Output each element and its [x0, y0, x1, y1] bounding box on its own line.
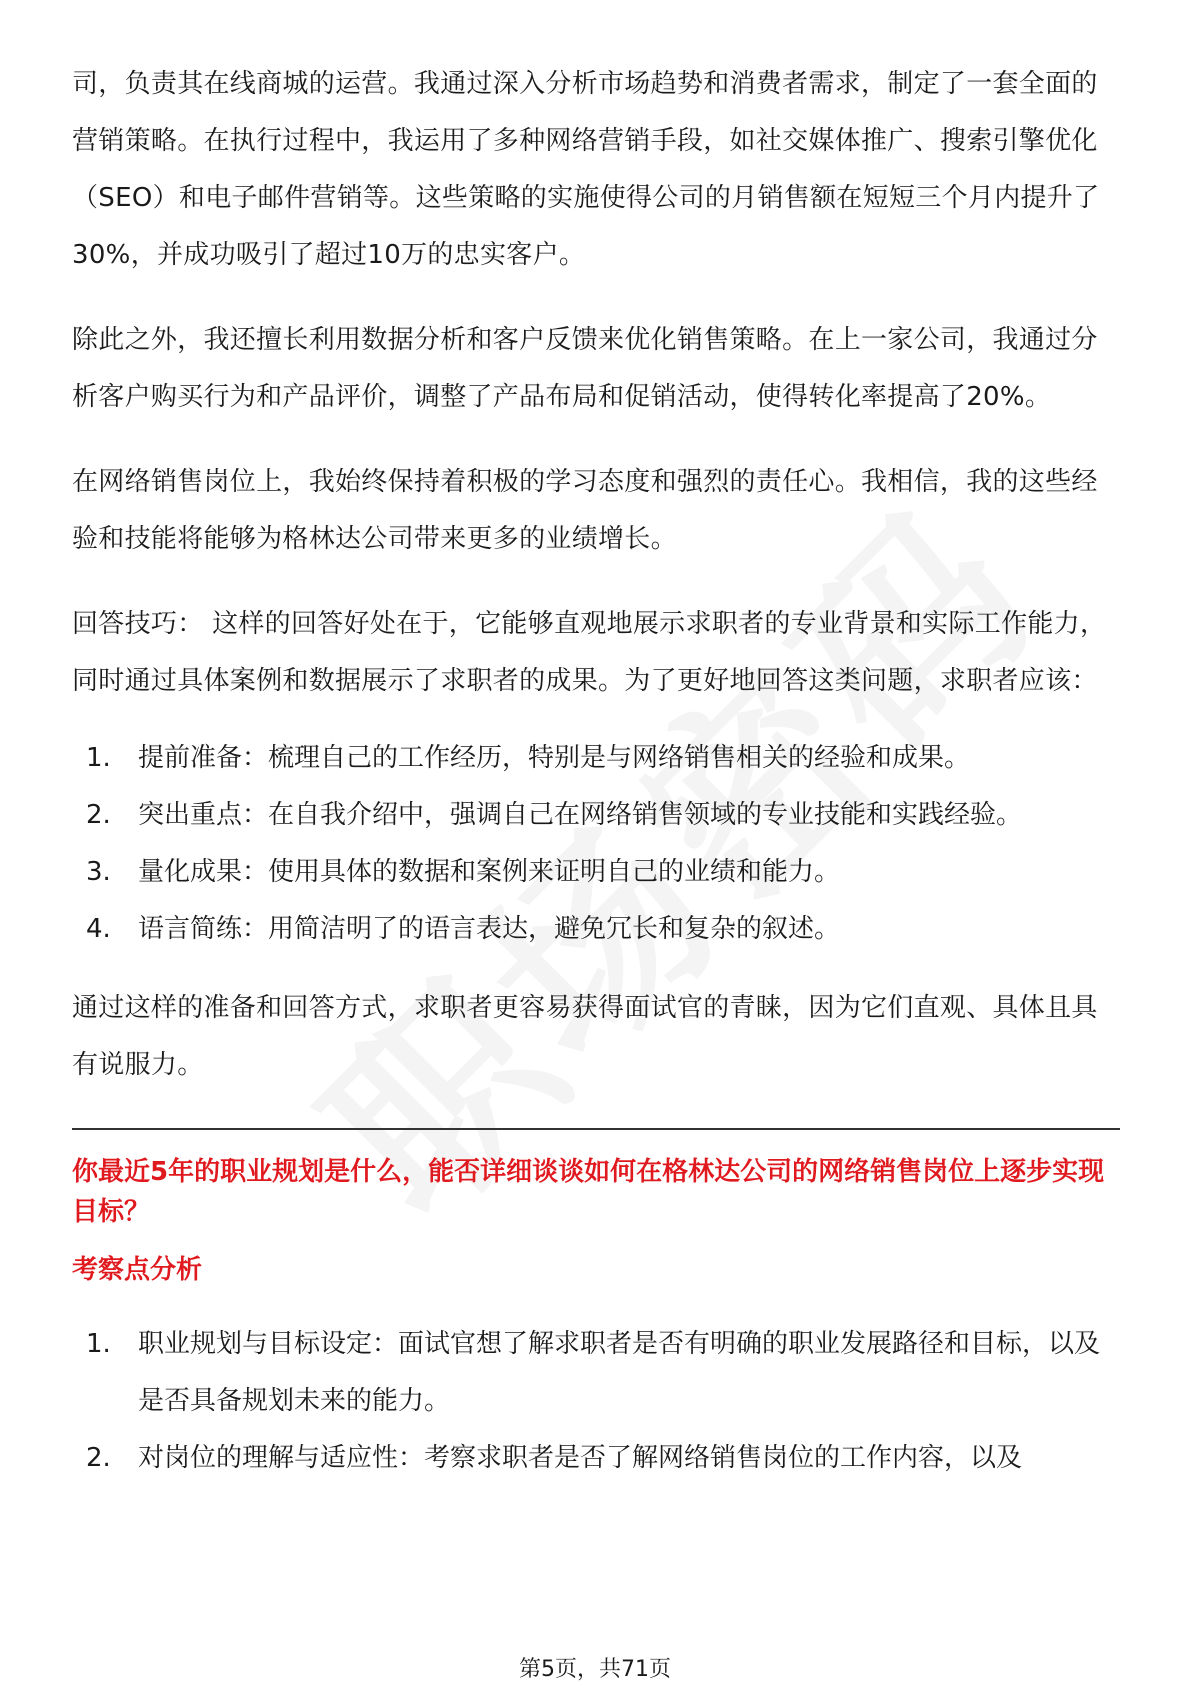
list-text: 提前准备：梳理自己的工作经历，特别是与网络销售相关的经验和成果。 [138, 743, 971, 773]
list-item [72, 730, 1120, 787]
list-number: 2. [86, 800, 111, 830]
page-footer: 第5页，共71页 [519, 1657, 671, 1682]
list-number: 2. [86, 1443, 111, 1473]
list-text: 职业规划与目标设定：面试官想了解求职者是否有明确的职业发展路径和目标，以及是否具备规划未来的能力。 [138, 1329, 1101, 1416]
list-text: 对岗位的理解与适应性：考察求职者是否了解网络销售岗位的工作内容，以及 [138, 1443, 1023, 1473]
list-text: 量化成果：使用具体的数据和案例来证明自己的业绩和能力。 [138, 857, 841, 887]
paragraph-experience: 司，负责其在线商城的运营。我通过深入分析市场趋势和消费者需求，制定了一套全面的营销策略。在执行过程中，我运用了多种网络营销手段，如社交媒体推广、搜索引擎优化（SEO）和电子邮件营销等。这些策略的实施使得公司的月销售额在短短三个月内提升了30%，并成功吸引了超过10万的忠实客户。 [72, 69, 1100, 270]
analysis-heading: 考察点分析 [72, 1255, 203, 1285]
tips-list [72, 730, 1120, 958]
analysis-list [72, 1316, 1120, 1487]
interview-question: 你最近5年的职业规划是什么，能否详细谈谈如何在格林达公司的网络销售岗位上逐步实现目标？ [72, 1157, 1105, 1227]
page-content [72, 56, 1120, 1487]
list-number: 4. [86, 914, 111, 944]
paragraph-data-analysis: 除此之外，我还擅长利用数据分析和客户反馈来优化销售策略。在上一家公司，我通过分析客户购买行为和产品评价，调整了产品布局和促销活动，使得转化率提高了20%。 [72, 325, 1098, 412]
section-divider [72, 1128, 1120, 1130]
list-item [72, 1430, 1120, 1487]
paragraph-closing: 通过这样的准备和回答方式，求职者更容易获得面试官的青睐，因为它们直观、具体且具有说服力。 [72, 993, 1098, 1080]
list-number: 3. [86, 857, 111, 887]
list-item [72, 901, 1120, 958]
paragraph-attitude: 在网络销售岗位上，我始终保持着积极的学习态度和强烈的责任心。我相信，我的这些经验和技能将能够为格林达公司带来更多的业绩增长。 [72, 467, 1098, 554]
paragraph-answer-tips: 回答技巧： 这样的回答好处在于，它能够直观地展示求职者的专业背景和实际工作能力，同时通过具体案例和数据展示了求职者的成果。为了更好地回答这类问题，求职者应该： [72, 609, 1107, 696]
list-item [72, 787, 1120, 844]
list-text: 语言简练：用简洁明了的语言表达，避免冗长和复杂的叙述。 [138, 914, 841, 944]
list-number: 1. [86, 1329, 111, 1359]
list-item [72, 1316, 1120, 1430]
list-item [72, 844, 1120, 901]
list-number: 1. [86, 743, 111, 773]
list-text: 突出重点：在自我介绍中，强调自己在网络销售领域的专业技能和实践经验。 [138, 800, 1023, 830]
